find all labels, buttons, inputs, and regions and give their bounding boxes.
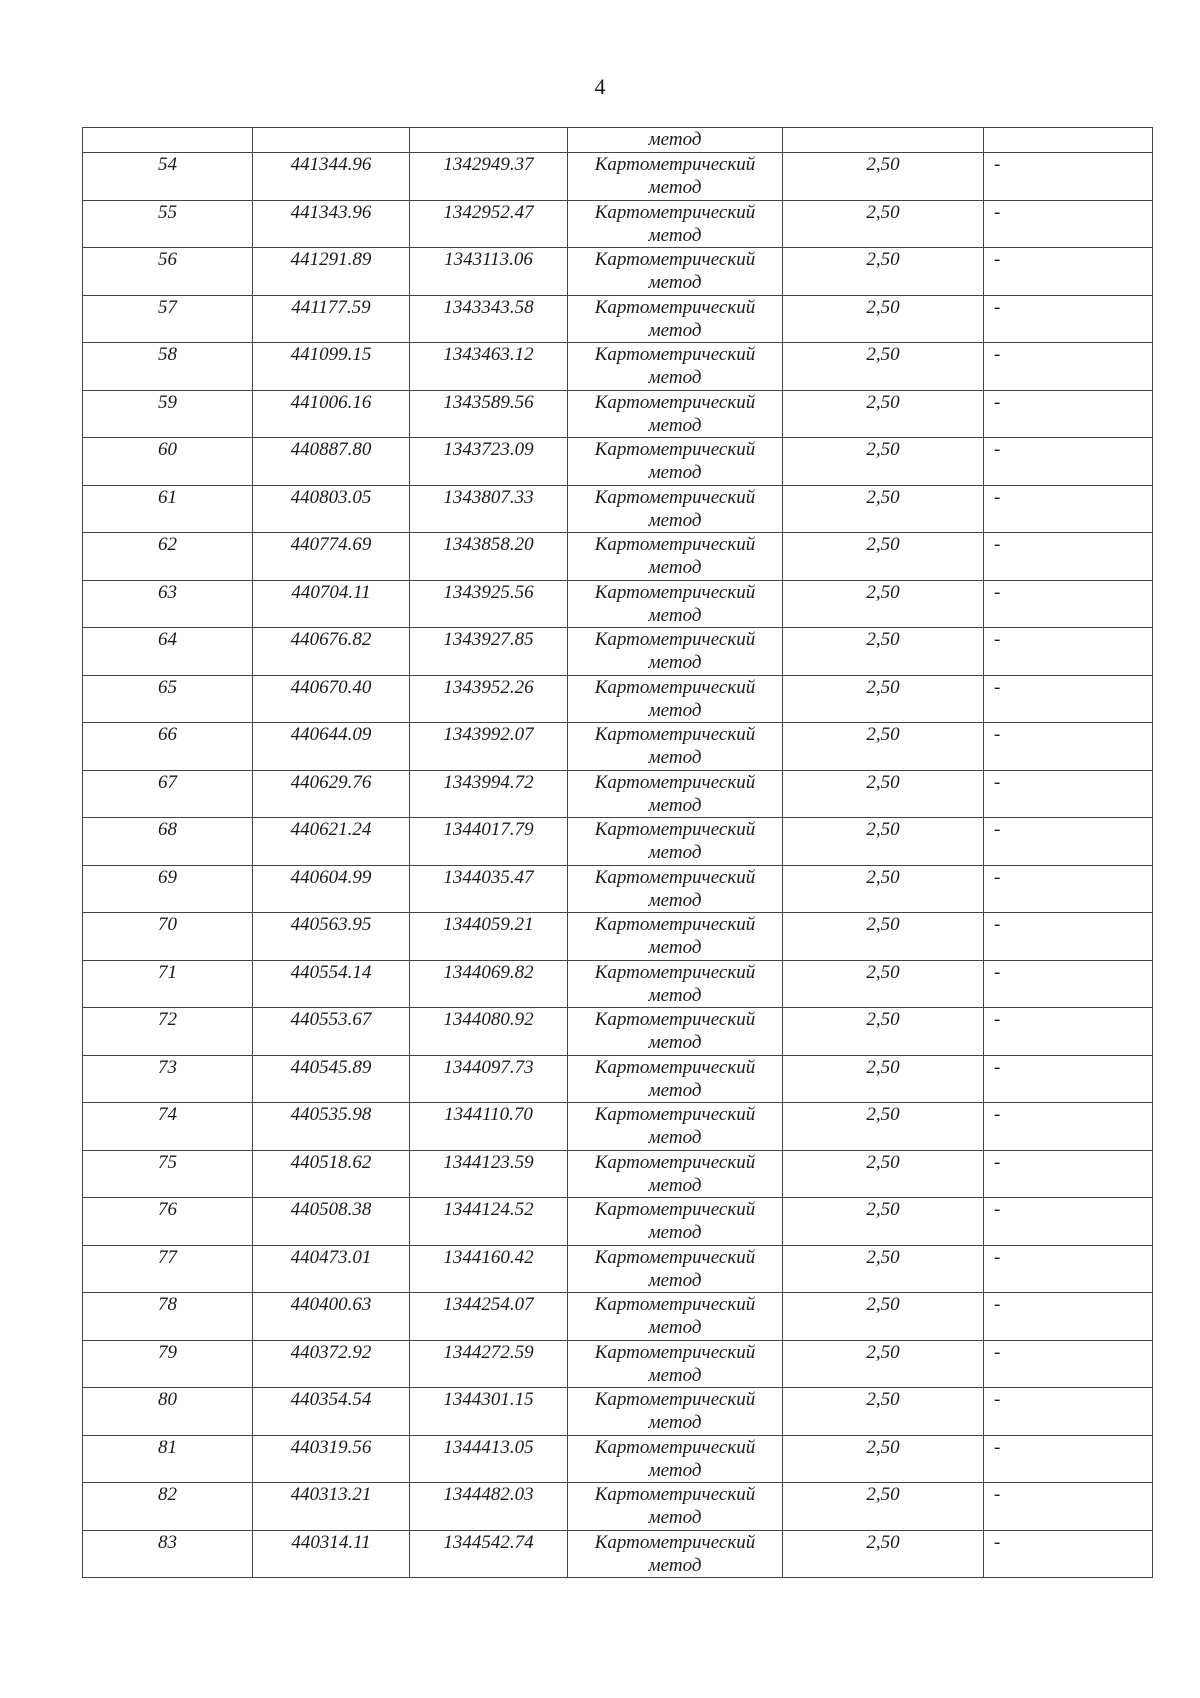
table-row [83, 1198, 1153, 1246]
cell-number: 67 [83, 770, 253, 818]
method-line-1: Картометрический [594, 1389, 756, 1410]
cell-y: 1343723.09 [410, 438, 568, 486]
cell-description: - [984, 1198, 1153, 1246]
cell-y: 1343927.85 [410, 628, 568, 676]
table-row [83, 1435, 1153, 1483]
cell-accuracy: 2,50 [783, 1008, 984, 1056]
page-number: 4 [594, 74, 606, 99]
cell-description: - [984, 1150, 1153, 1198]
cell-description: - [984, 1388, 1153, 1436]
cell-accuracy: 2,50 [783, 200, 984, 248]
method-line-1: Картометрический [594, 1531, 756, 1553]
cell-y [410, 128, 568, 153]
method-line-2: метод [648, 984, 702, 1006]
method-line-2: метод [648, 699, 702, 721]
method-line-1: Картометрический [594, 391, 756, 413]
cell-accuracy: 2,50 [783, 580, 984, 628]
cell-y: 1342949.37 [410, 153, 568, 201]
cell-description: - [984, 485, 1153, 533]
cell-x: 440774.69 [253, 533, 410, 581]
cell-x: 440372.92 [253, 1340, 410, 1388]
cell-description: - [984, 200, 1153, 248]
method-line-2: метод [648, 367, 702, 388]
cell-accuracy: 2,50 [783, 1198, 984, 1246]
cell-number: 62 [83, 533, 253, 581]
method-line-2: метод [648, 557, 702, 578]
cell-description: - [984, 1008, 1153, 1056]
cell-number: 78 [83, 1293, 253, 1341]
cell-x: 440473.01 [253, 1245, 410, 1293]
cell-accuracy: 2,50 [783, 865, 984, 913]
method-line-2: метод [648, 747, 702, 768]
cell-method [568, 1340, 783, 1388]
cell-method [568, 485, 783, 533]
cell-description: - [984, 628, 1153, 676]
cell-y: 1344017.79 [410, 818, 568, 866]
cell-number: 61 [83, 485, 253, 533]
cell-method [568, 1103, 783, 1151]
method-line-1: Картометрический [594, 1484, 756, 1505]
cell-description: - [984, 1245, 1153, 1293]
table-row [83, 723, 1153, 771]
cell-x: 440563.95 [253, 913, 410, 961]
method-line-1: Картометрический [594, 771, 756, 793]
table-row [83, 248, 1153, 296]
table-row [83, 1245, 1153, 1293]
cell-accuracy: 2,50 [783, 153, 984, 201]
cell-y: 1344301.15 [410, 1388, 568, 1436]
cell-method: метод [568, 128, 783, 153]
cell-x: 440313.21 [253, 1483, 410, 1531]
cell-number: 58 [83, 343, 253, 391]
cell-accuracy: 2,50 [783, 1293, 984, 1341]
cell-x: 441344.96 [253, 153, 410, 201]
table-row [83, 628, 1153, 676]
cell-accuracy: 2,50 [783, 1150, 984, 1198]
cell-y: 1342952.47 [410, 200, 568, 248]
cell-x: 441099.15 [253, 343, 410, 391]
cell-method [568, 533, 783, 581]
cell-x: 440518.62 [253, 1150, 410, 1198]
method-line-1: Картометрический [594, 676, 756, 698]
cell-number: 74 [83, 1103, 253, 1151]
table-row [83, 343, 1153, 391]
table-row [83, 818, 1153, 866]
cell-method [568, 1483, 783, 1531]
cell-y: 1344035.47 [410, 865, 568, 913]
cell-method [568, 723, 783, 771]
cell-method [568, 248, 783, 296]
method-line-2: метод [648, 889, 702, 911]
cell-y: 1343952.26 [410, 675, 568, 723]
cell-x: 440676.82 [253, 628, 410, 676]
cell-description: - [984, 770, 1153, 818]
coordinates-table-body [83, 128, 1153, 1578]
cell-x: 440400.63 [253, 1293, 410, 1341]
method-line-1: Картометрический [594, 486, 756, 508]
cell-x: 441006.16 [253, 390, 410, 438]
cell-number: 60 [83, 438, 253, 486]
cell-method [568, 390, 783, 438]
cell-y: 1344097.73 [410, 1055, 568, 1103]
cell-number: 66 [83, 723, 253, 771]
cell-x: 440545.89 [253, 1055, 410, 1103]
method-line-2: метод [648, 224, 702, 246]
cell-x: 440803.05 [253, 485, 410, 533]
cell-description: - [984, 533, 1153, 581]
method-line-1: Картометрический [594, 1199, 756, 1220]
table-row [83, 865, 1153, 913]
cell-accuracy: 2,50 [783, 1103, 984, 1151]
cell-description: - [984, 1483, 1153, 1531]
cell-method [568, 1530, 783, 1578]
cell-number: 71 [83, 960, 253, 1008]
method-line-1: Картометрический [594, 1009, 756, 1030]
method-line-1: Картометрический [594, 914, 756, 935]
method-line-1: Картометрический [594, 961, 756, 983]
cell-description: - [984, 1293, 1153, 1341]
cell-number: 79 [83, 1340, 253, 1388]
method-line-1: Картометрический [594, 1056, 756, 1078]
method-line-1: Картометрический [594, 201, 756, 223]
cell-y: 1344110.70 [410, 1103, 568, 1151]
cell-accuracy: 2,50 [783, 770, 984, 818]
cell-y: 1344123.59 [410, 1150, 568, 1198]
method-line-2: метод [648, 1412, 702, 1433]
cell-method [568, 1150, 783, 1198]
method-line-2: метод [648, 462, 702, 483]
cell-method [568, 1055, 783, 1103]
cell-number: 80 [83, 1388, 253, 1436]
method-line-1: Картометрический [594, 1294, 756, 1315]
cell-y: 1343113.06 [410, 248, 568, 296]
table-row [83, 1008, 1153, 1056]
cell-method [568, 1008, 783, 1056]
table-row [83, 533, 1153, 581]
cell-x: 441291.89 [253, 248, 410, 296]
method-line-2: метод [648, 842, 702, 863]
cell-method [568, 580, 783, 628]
table-row [83, 1530, 1153, 1578]
cell-accuracy: 2,50 [783, 390, 984, 438]
cell-y: 1344542.74 [410, 1530, 568, 1578]
method-line-1: Картометрический [594, 249, 756, 270]
cell-number: 59 [83, 390, 253, 438]
cell-accuracy: 2,50 [783, 343, 984, 391]
cell-x: 440644.09 [253, 723, 410, 771]
cell-x: 440704.11 [253, 580, 410, 628]
cell-y: 1343994.72 [410, 770, 568, 818]
cell-x: 440508.38 [253, 1198, 410, 1246]
cell-description: - [984, 295, 1153, 343]
table-row [83, 1340, 1153, 1388]
cell-accuracy: 2,50 [783, 438, 984, 486]
cell-accuracy: 2,50 [783, 960, 984, 1008]
table-row [83, 485, 1153, 533]
table-row [83, 1103, 1153, 1151]
table-row [83, 200, 1153, 248]
cell-y: 1344160.42 [410, 1245, 568, 1293]
cell-description: - [984, 1340, 1153, 1388]
cell-method [568, 913, 783, 961]
cell-method [568, 1198, 783, 1246]
cell-x: 440319.56 [253, 1435, 410, 1483]
cell-accuracy: 2,50 [783, 675, 984, 723]
method-line-1: Картометрический [594, 1436, 756, 1458]
cell-number: 73 [83, 1055, 253, 1103]
method-line-2: метод [648, 1507, 702, 1528]
cell-accuracy: 2,50 [783, 295, 984, 343]
cell-number: 83 [83, 1530, 253, 1578]
cell-method [568, 675, 783, 723]
cell-number: 77 [83, 1245, 253, 1293]
cell-accuracy: 2,50 [783, 628, 984, 676]
cell-number: 76 [83, 1198, 253, 1246]
cell-y: 1344059.21 [410, 913, 568, 961]
method-line-2: метод [648, 1079, 702, 1101]
cell-accuracy: 2,50 [783, 1435, 984, 1483]
cell-method [568, 960, 783, 1008]
cell-description: - [984, 1055, 1153, 1103]
cell-number: 81 [83, 1435, 253, 1483]
cell-accuracy: 2,50 [783, 1483, 984, 1531]
method-line-1: Картометрический [594, 344, 756, 365]
cell-y: 1343343.58 [410, 295, 568, 343]
cell-y: 1344254.07 [410, 1293, 568, 1341]
table-row [83, 960, 1153, 1008]
cell-x: 441177.59 [253, 295, 410, 343]
cell-x: 440887.80 [253, 438, 410, 486]
method-line-2: метод [648, 319, 702, 341]
cell-number [83, 128, 253, 153]
method-line-2: метод [648, 414, 702, 436]
method-line-2: метод [648, 1127, 702, 1148]
method-line-1: Картометрический [594, 819, 756, 840]
cell-y: 1343807.33 [410, 485, 568, 533]
cell-y: 1343589.56 [410, 390, 568, 438]
cell-accuracy: 2,50 [783, 913, 984, 961]
cell-number: 56 [83, 248, 253, 296]
cell-y: 1343925.56 [410, 580, 568, 628]
cell-method [568, 1293, 783, 1341]
table-row [83, 1293, 1153, 1341]
cell-description: - [984, 723, 1153, 771]
method-line-1: Картометрический [594, 1246, 756, 1268]
cell-y: 1344080.92 [410, 1008, 568, 1056]
table-row [83, 913, 1153, 961]
table-row [83, 153, 1153, 201]
cell-accuracy: 2,50 [783, 1388, 984, 1436]
cell-method [568, 818, 783, 866]
method-line-1: Картометрический [594, 154, 756, 175]
cell-description: - [984, 248, 1153, 296]
cell-x: 440553.67 [253, 1008, 410, 1056]
cell-number: 65 [83, 675, 253, 723]
cell-number: 69 [83, 865, 253, 913]
cell-accuracy: 2,50 [783, 1530, 984, 1578]
cell-number: 68 [83, 818, 253, 866]
cell-y: 1343858.20 [410, 533, 568, 581]
method-line-2: метод [648, 937, 702, 958]
cell-x: 440621.24 [253, 818, 410, 866]
method-line-1: Картометрический [594, 1341, 756, 1363]
method-line-2: метод [648, 1554, 702, 1576]
table-row [83, 1483, 1153, 1531]
cell-number: 72 [83, 1008, 253, 1056]
cell-description: - [984, 818, 1153, 866]
cell-accuracy: 2,50 [783, 818, 984, 866]
cell-description: - [984, 913, 1153, 961]
cell-number: 75 [83, 1150, 253, 1198]
cell-description: - [984, 960, 1153, 1008]
cell-method [568, 1245, 783, 1293]
method-line-1: Картометрический [594, 439, 756, 460]
table-row [83, 438, 1153, 486]
method-line-2: метод [648, 1174, 702, 1196]
table-row [83, 1150, 1153, 1198]
cell-accuracy [783, 128, 984, 153]
cell-number: 57 [83, 295, 253, 343]
cell-method [568, 343, 783, 391]
cell-description: - [984, 1530, 1153, 1578]
cell-accuracy: 2,50 [783, 248, 984, 296]
method-line-1: Картометрический [594, 1151, 756, 1173]
cell-y: 1344272.59 [410, 1340, 568, 1388]
table-row [83, 770, 1153, 818]
method-line-2: метод [648, 272, 702, 293]
method-line-2: метод [648, 604, 702, 626]
cell-number: 55 [83, 200, 253, 248]
cell-method [568, 865, 783, 913]
method-line-2: метод [648, 509, 702, 531]
cell-x: 440670.40 [253, 675, 410, 723]
cell-method [568, 295, 783, 343]
cell-number: 54 [83, 153, 253, 201]
cell-description: - [984, 438, 1153, 486]
cell-method [568, 1435, 783, 1483]
cell-x: 441343.96 [253, 200, 410, 248]
cell-x: 440554.14 [253, 960, 410, 1008]
cell-x: 440604.99 [253, 865, 410, 913]
cell-y: 1344069.82 [410, 960, 568, 1008]
method-line-1: Картометрический [594, 1104, 756, 1125]
cell-accuracy: 2,50 [783, 1055, 984, 1103]
method-line-2: метод [648, 177, 702, 198]
coordinates-table [82, 127, 1153, 1578]
cell-description: - [984, 390, 1153, 438]
cell-description: - [984, 675, 1153, 723]
table-row [83, 390, 1153, 438]
cell-accuracy: 2,50 [783, 1340, 984, 1388]
cell-method [568, 200, 783, 248]
cell-description: - [984, 580, 1153, 628]
method-line-1: Картометрический [594, 629, 756, 650]
cell-number: 63 [83, 580, 253, 628]
cell-method [568, 438, 783, 486]
table-row [83, 675, 1153, 723]
cell-x: 440629.76 [253, 770, 410, 818]
method-line-1: Картометрический [594, 296, 756, 318]
cell-y: 1344482.03 [410, 1483, 568, 1531]
table-row [83, 1388, 1153, 1436]
cell-description: - [984, 865, 1153, 913]
cell-accuracy: 2,50 [783, 723, 984, 771]
cell-description: - [984, 1435, 1153, 1483]
method-line-1: Картометрический [594, 534, 756, 555]
method-line-2: метод [648, 1364, 702, 1386]
method-line-2: метод [648, 1032, 702, 1053]
cell-accuracy: 2,50 [783, 485, 984, 533]
method-line-1: Картометрический [594, 866, 756, 888]
method-line-2: метод [648, 1222, 702, 1243]
cell-accuracy: 2,50 [783, 1245, 984, 1293]
cell-x: 440535.98 [253, 1103, 410, 1151]
cell-y: 1344413.05 [410, 1435, 568, 1483]
method-line-2: метод [648, 794, 702, 816]
method-line-2: метод [648, 1269, 702, 1291]
method-line-2: метод [648, 1317, 702, 1338]
method-line-2: метод [648, 1459, 702, 1481]
cell-method [568, 628, 783, 676]
table-row [83, 1055, 1153, 1103]
method-line-1: Картометрический [594, 581, 756, 603]
cell-description [984, 128, 1153, 153]
cell-description: - [984, 153, 1153, 201]
cell-x: 440354.54 [253, 1388, 410, 1436]
cell-y: 1343463.12 [410, 343, 568, 391]
method-line-2: метод [648, 652, 702, 673]
cell-number: 70 [83, 913, 253, 961]
cell-x: 440314.11 [253, 1530, 410, 1578]
table-row [83, 295, 1153, 343]
cell-method [568, 770, 783, 818]
method-line-1: Картометрический [594, 724, 756, 745]
cell-number: 64 [83, 628, 253, 676]
cell-description: - [984, 1103, 1153, 1151]
cell-description: - [984, 343, 1153, 391]
table-row [83, 580, 1153, 628]
continuation-row [83, 128, 1153, 153]
cell-x [253, 128, 410, 153]
cell-accuracy: 2,50 [783, 533, 984, 581]
cell-method [568, 1388, 783, 1436]
cell-method [568, 153, 783, 201]
cell-y: 1344124.52 [410, 1198, 568, 1246]
cell-y: 1343992.07 [410, 723, 568, 771]
cell-number: 82 [83, 1483, 253, 1531]
